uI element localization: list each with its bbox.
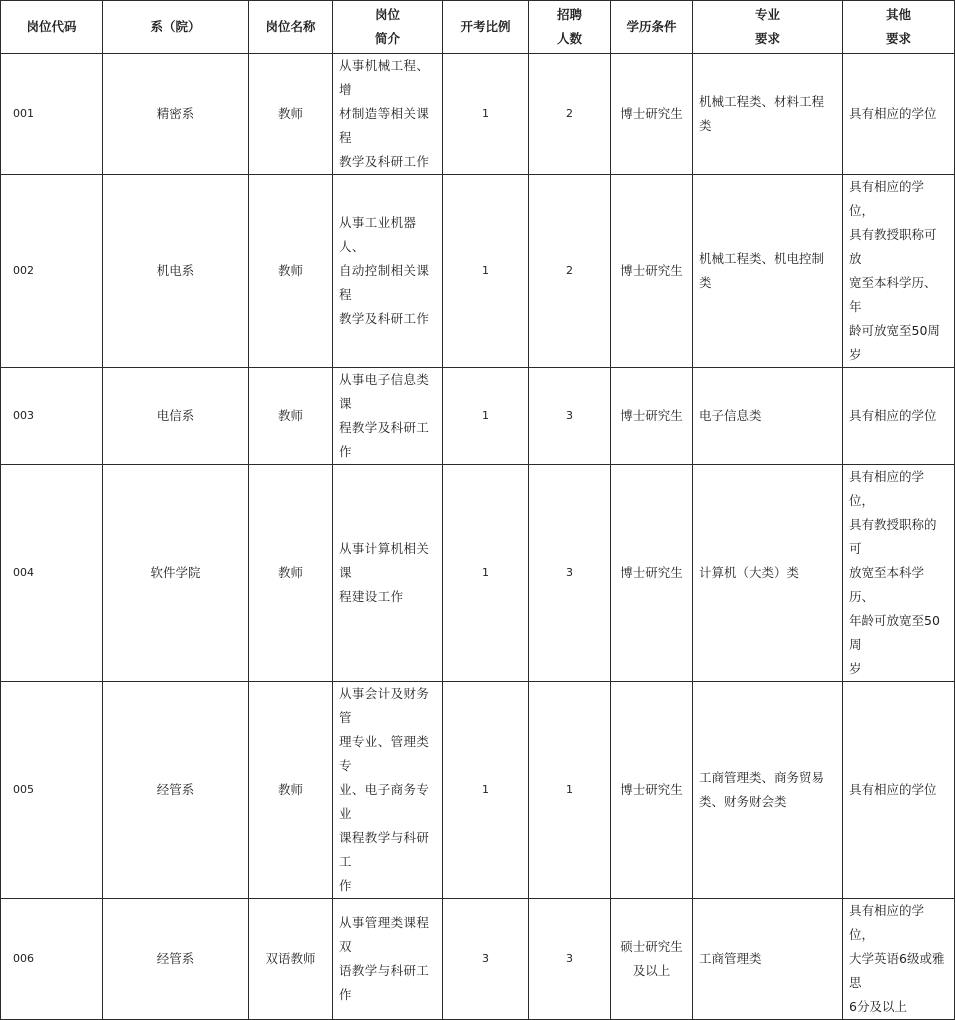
cell-text-line: 从事会计及财务管 (339, 686, 430, 725)
cell-text-line: 程教学及科研工作 (339, 420, 430, 459)
cell-department: 软件学院 (103, 465, 249, 682)
cell-text-line: 6分及以上 (849, 999, 907, 1014)
cell-education (611, 175, 693, 368)
header-text: 岗位代码 (26, 19, 77, 34)
cell-education (611, 54, 693, 175)
cell-major-req (693, 54, 843, 175)
cell-post-code: 005 (1, 682, 103, 899)
cell-text-line: 龄可放宽至50周岁 (849, 323, 940, 362)
cell-text-line: 年龄可放宽至50周 (849, 613, 940, 652)
cell-text-line: 电子信息类 (699, 408, 762, 423)
header-major-req (693, 1, 843, 54)
cell-exam-ratio: 3 (443, 899, 529, 1020)
cell-text-line: 机械工程类、机电控制类 (699, 251, 825, 290)
header-exam-ratio (443, 1, 529, 54)
cell-post-intro (333, 465, 443, 682)
cell-major-req (693, 899, 843, 1020)
cell-text-line: 计算机（大类）类 (699, 565, 800, 580)
cell-text-line: 博士研究生 (620, 106, 683, 121)
header-text: 招聘 (556, 7, 582, 22)
cell-text-line: 具有相应的学位 (849, 782, 937, 797)
cell-department: 经管系 (103, 682, 249, 899)
cell-text-line: 具有教授职称的可 (849, 517, 937, 556)
cell-text-line: 具有相应的学位 (849, 106, 937, 121)
cell-exam-ratio: 1 (443, 175, 529, 368)
table-row (1, 465, 955, 682)
cell-exam-ratio: 1 (443, 54, 529, 175)
cell-text-line: 理专业、管理类专 (339, 734, 430, 773)
cell-text-line: 从事计算机相关课 (339, 541, 430, 580)
cell-education (611, 682, 693, 899)
cell-education (611, 368, 693, 465)
cell-other-req (843, 465, 955, 682)
cell-text-line: 硕士研究生 (620, 939, 683, 954)
cell-text-line: 从事工业机器人、 (339, 215, 417, 254)
header-text: 开考比例 (460, 19, 511, 34)
header-text: 人数 (556, 31, 582, 46)
cell-other-req (843, 899, 955, 1020)
cell-other-req (843, 368, 955, 465)
cell-department: 机电系 (103, 175, 249, 368)
cell-text-line: 自动控制相关课程 (339, 263, 430, 302)
header-post-name (249, 1, 333, 54)
cell-department: 电信系 (103, 368, 249, 465)
cell-post-intro (333, 368, 443, 465)
cell-text-line: 工商管理类、商务贸易 (699, 770, 825, 785)
cell-text-line: 工商管理类 (699, 951, 762, 966)
cell-text-line: 放宽至本科学历、 (849, 565, 925, 604)
cell-text-line: 博士研究生 (620, 782, 683, 797)
cell-department: 经管系 (103, 899, 249, 1020)
cell-post-code: 006 (1, 899, 103, 1020)
cell-text-line: 具有相应的学位， (849, 469, 925, 508)
cell-post-code: 003 (1, 368, 103, 465)
cell-post-intro (333, 899, 443, 1020)
cell-post-name: 教师 (249, 175, 333, 368)
cell-exam-ratio: 1 (443, 465, 529, 682)
table-row (1, 54, 955, 175)
cell-post-name: 教师 (249, 54, 333, 175)
cell-major-req (693, 465, 843, 682)
cell-text-line: 作 (339, 878, 352, 893)
cell-hire-count: 1 (529, 682, 611, 899)
cell-other-req (843, 175, 955, 368)
cell-text-line: 大学英语6级或雅思 (849, 951, 945, 990)
cell-major-req (693, 368, 843, 465)
table-row (1, 175, 955, 368)
cell-post-intro (333, 54, 443, 175)
cell-other-req (843, 54, 955, 175)
cell-hire-count: 3 (529, 465, 611, 682)
cell-text-line: 宽至本科学历、年 (849, 275, 937, 314)
header-education (611, 1, 693, 54)
table-row (1, 899, 955, 1020)
header-text: 要求 (885, 31, 911, 46)
header-hire-count (529, 1, 611, 54)
cell-text-line: 具有相应的学位， (849, 903, 925, 942)
cell-text-line: 业、电子商务专业 (339, 782, 430, 821)
cell-text-line: 教学及科研工作 (339, 154, 430, 169)
cell-text-line: 岁 (849, 661, 862, 676)
cell-text-line: 博士研究生 (620, 565, 683, 580)
cell-education (611, 899, 693, 1020)
cell-text-line: 具有教授职称可放 (849, 227, 937, 266)
cell-text-line: 博士研究生 (620, 263, 683, 278)
header-text: 学历条件 (626, 19, 677, 34)
cell-post-intro (333, 682, 443, 899)
header-post-code (1, 1, 103, 54)
cell-major-req (693, 175, 843, 368)
cell-post-code: 004 (1, 465, 103, 682)
cell-text-line: 博士研究生 (620, 408, 683, 423)
header-text: 专业 (754, 7, 780, 22)
cell-department: 精密系 (103, 54, 249, 175)
header-department (103, 1, 249, 54)
cell-post-intro (333, 175, 443, 368)
cell-post-name: 教师 (249, 368, 333, 465)
cell-text-line: 机械工程类、材料工程类 (699, 94, 825, 133)
cell-post-name: 双语教师 (249, 899, 333, 1020)
cell-text-line: 从事电子信息类课 (339, 372, 430, 411)
cell-post-code: 002 (1, 175, 103, 368)
cell-text-line: 具有相应的学位， (849, 179, 925, 218)
header-text: 其他 (885, 7, 911, 22)
cell-hire-count: 3 (529, 899, 611, 1020)
cell-hire-count: 2 (529, 175, 611, 368)
cell-post-name: 教师 (249, 465, 333, 682)
cell-post-code: 001 (1, 54, 103, 175)
cell-text-line: 具有相应的学位 (849, 408, 937, 423)
table-row (1, 682, 955, 899)
header-text: 岗位名称 (265, 19, 316, 34)
cell-text-line: 语教学与科研工作 (339, 963, 430, 1002)
cell-other-req (843, 682, 955, 899)
cell-exam-ratio: 1 (443, 368, 529, 465)
cell-text-line: 及以上 (632, 963, 671, 978)
header-text: 简介 (374, 31, 400, 46)
cell-text-line: 类、财务财会类 (699, 794, 787, 809)
cell-hire-count: 2 (529, 54, 611, 175)
header-text: 要求 (754, 31, 780, 46)
cell-post-name: 教师 (249, 682, 333, 899)
cell-text-line: 课程教学与科研工 (339, 830, 430, 869)
cell-hire-count: 3 (529, 368, 611, 465)
cell-major-req (693, 682, 843, 899)
cell-text-line: 教学及科研工作 (339, 311, 430, 326)
cell-exam-ratio: 1 (443, 682, 529, 899)
cell-text-line: 程建设工作 (339, 589, 404, 604)
cell-text-line: 从事机械工程、增 (339, 58, 430, 97)
header-other-req (843, 1, 955, 54)
cell-education (611, 465, 693, 682)
header-row (1, 1, 955, 54)
cell-text-line: 从事管理类课程双 (339, 915, 430, 954)
header-post-intro (333, 1, 443, 54)
table-body (1, 54, 955, 1020)
table-row (1, 368, 955, 465)
cell-text-line: 材制造等相关课程 (339, 106, 430, 145)
header-text: 岗位 (374, 7, 400, 22)
header-text: 系（院） (150, 19, 201, 34)
